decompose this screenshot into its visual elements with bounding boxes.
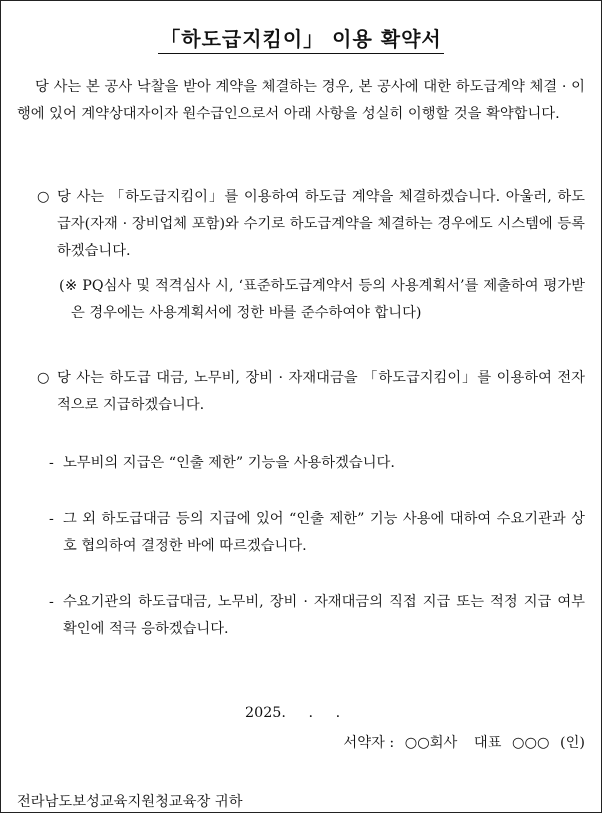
pledge-item-2	[37, 365, 585, 419]
document-title: 「하도급지킴이」 이용 확약서	[158, 23, 443, 54]
circle-bullet-icon: ○	[37, 370, 50, 386]
sub-item-1-text: 노무비의 지급은 “인출 제한” 기능을 사용하겠습니다.	[63, 455, 395, 471]
signing-date: 2025. . .	[245, 705, 341, 721]
circle-bullet-icon: ○	[37, 189, 50, 205]
sub-item-1	[49, 450, 585, 477]
intro-paragraph: 당 사는 본 공사 낙찰을 받아 계약을 체결하는 경우, 본 공사에 대한 하도급계약 체결 · 이행에 있어 계약상대자이자 원수급인으로서 아래 사항을 성실히 이행할 것을 확약합니다.	[17, 79, 585, 122]
dash-marker: -	[49, 511, 54, 527]
sub-item-3	[49, 589, 585, 643]
signer-rep-label: 대표	[473, 735, 502, 751]
dash-marker: -	[49, 455, 54, 471]
sub-item-2	[49, 506, 585, 560]
pledge-item-1	[37, 184, 585, 265]
pledge-item-2-text: 당 사는 하도급 대금, 노무비, 장비 · 자재대금을 「하도급지킴이」를 이용하여 전자적으로 지급하겠습니다.	[57, 370, 585, 413]
signer-seal: (인)	[560, 735, 585, 751]
sub-item-3-text: 수요기관의 하도급대금, 노무비, 장비 · 자재대금의 직접 지급 또는 적정 지급 여부 확인에 적극 응하겠습니다.	[63, 594, 585, 637]
addressee: 전라남도보성교육지원청교육장 귀하	[17, 794, 243, 810]
signer-label: 서약자 :	[343, 735, 395, 751]
signer-company: ○○회사	[404, 735, 458, 751]
signer-rep-name: ○○○	[512, 735, 550, 751]
sub-item-2-text: 그 외 하도급대금 등의 지급에 있어 “인출 제한” 기능 사용에 대하여 수요기관과 상호 협의하여 결정한 바에 따르겠습니다.	[63, 511, 585, 554]
pq-note: (※ PQ심사 및 적격심사 시, ‘표준하도급계약서 등의 사용계획서’를 제출하여 평가받은 경우에는 사용계획서에 정한 바를 준수하여야 합니다)	[59, 278, 585, 321]
dash-marker: -	[49, 594, 54, 610]
signer-line	[337, 732, 585, 752]
pledge-item-1-text: 당 사는 「하도급지킴이」를 이용하여 하도급 계약을 체결하겠습니다. 아울러, 하도급자(자재 · 장비업체 포함)와 수기로 하도급계약을 체결하는 경우에도 시스템에 등록하겠습니다.	[57, 189, 585, 259]
title-block	[1, 23, 601, 54]
